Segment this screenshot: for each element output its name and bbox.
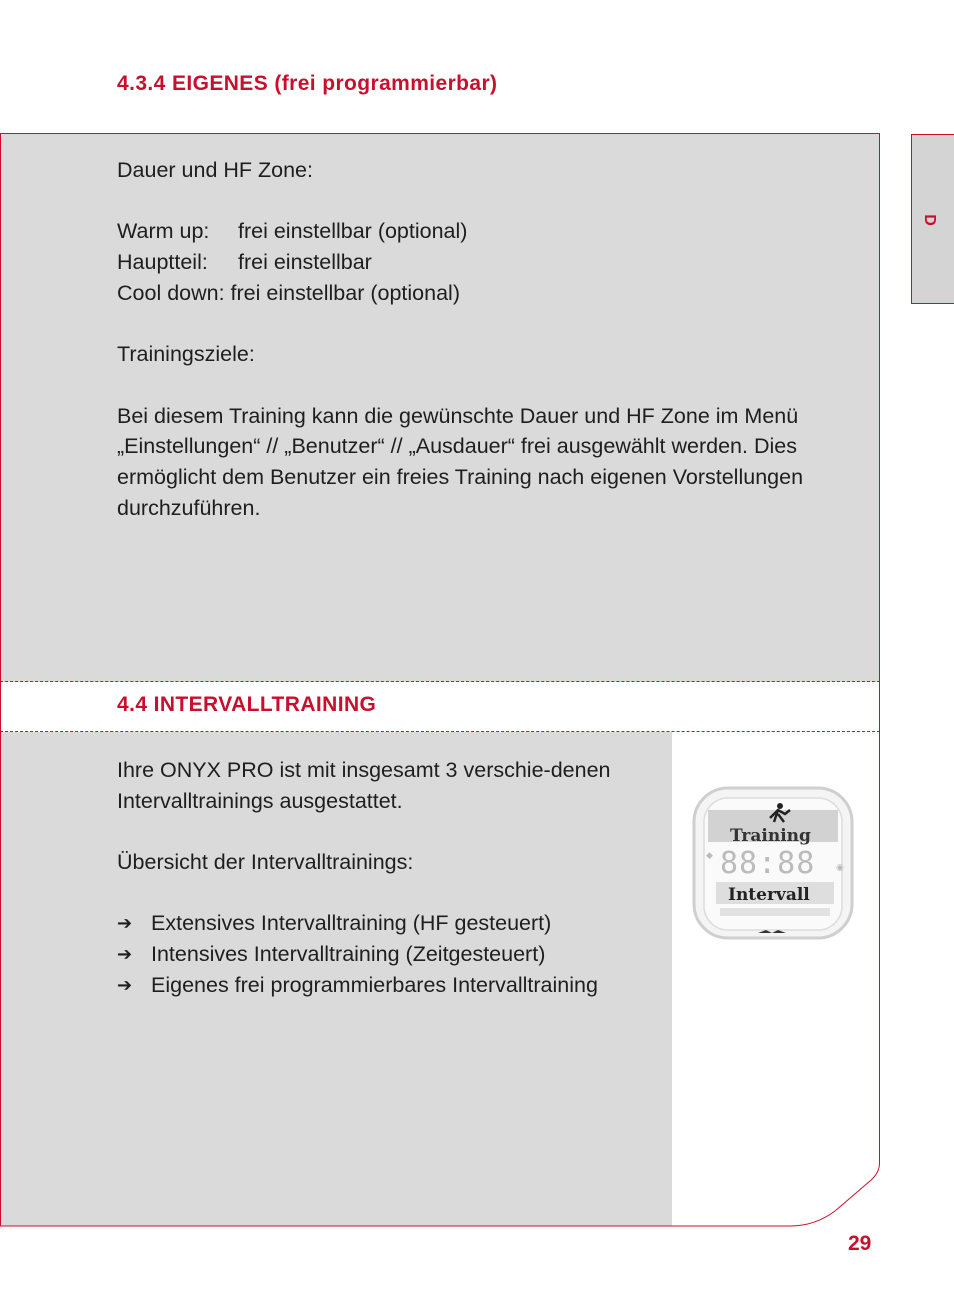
svg-text:◆: ◆ <box>706 850 713 860</box>
section-body-intervall <box>117 755 637 1001</box>
list-item <box>117 939 637 970</box>
eigenes-paragraph: Bei diesem Training kann die gewünschte Dauer und HF Zone im Menü „Einstellungen“ // „Benutzer“ // „Ausdauer“ frei ausgewählt werden. Dies ermöglicht dem Benutzer ein freies Training nach eigenen Vorstellungen durchzuführen. <box>117 403 804 520</box>
dauer-label: Dauer und HF Zone: <box>117 158 313 182</box>
lcd-intervall-label: Intervall <box>728 885 810 905</box>
svg-text:◉: ◉ <box>836 862 844 872</box>
overview-label: Übersicht der Intervalltrainings: <box>117 850 414 875</box>
warmup-key: Warm up: <box>117 219 210 244</box>
cooldown-row: Cool down: frei einstellbar (optional) <box>117 280 460 305</box>
section-heading-eigenes: 4.3.4 EIGENES (frei programmierbar) <box>117 72 498 95</box>
divider-dashed-top <box>0 681 880 682</box>
list-item-text: Extensives Intervalltraining (HF gesteuert) <box>151 911 552 936</box>
watch-display-illustration <box>690 770 860 955</box>
language-tab-letter: D <box>920 214 938 226</box>
list-item <box>117 970 637 1001</box>
intro-paragraph: Ihre ONYX PRO ist mit insgesamt 3 verschie-denen Intervalltrainings ausgestattet. <box>117 758 611 813</box>
arrow-right-icon: ➔ <box>117 913 133 934</box>
divider-dashed-bottom <box>0 731 880 732</box>
list-item-text: Eigenes frei programmierbares Intervalltraining <box>151 972 598 997</box>
section-body-eigenes <box>117 155 837 523</box>
section-heading-intervalltraining: 4.4 INTERVALLTRAINING <box>117 693 377 716</box>
hauptteil-key: Hauptteil: <box>117 250 208 275</box>
trainingsziele-label: Trainingsziele: <box>117 342 255 367</box>
warmup-value: frei einstellbar (optional) <box>238 219 468 244</box>
arrow-right-icon: ➔ <box>117 974 133 995</box>
lcd-digits: 88:88 <box>720 846 816 881</box>
hauptteil-value: frei einstellbar <box>238 250 372 275</box>
page-number: 29 <box>848 1232 872 1255</box>
warmup-row <box>117 216 837 247</box>
arrow-right-icon: ➔ <box>117 944 133 965</box>
language-tab <box>911 134 954 304</box>
hauptteil-row <box>117 247 837 278</box>
lcd-training-label: Training <box>730 826 811 846</box>
list-item-text: Intensives Intervalltraining (Zeitgesteuert) <box>151 942 546 967</box>
list-item <box>117 908 637 939</box>
